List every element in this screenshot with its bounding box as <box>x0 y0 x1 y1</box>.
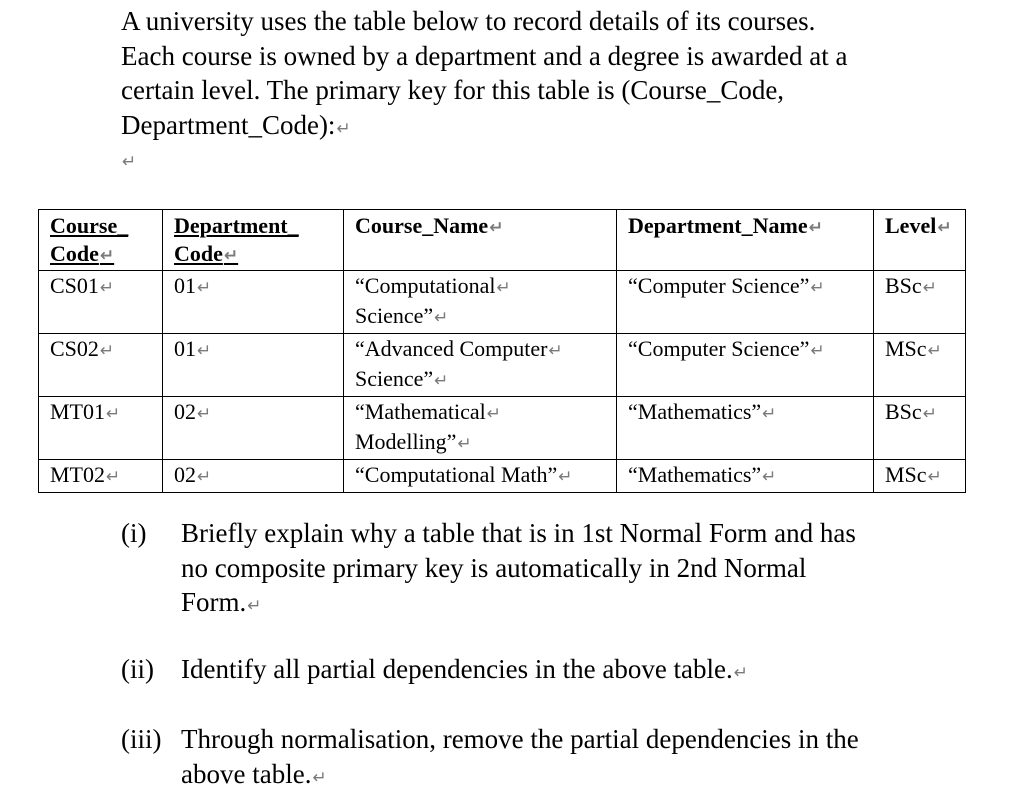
cell-mark-icon: ↵ <box>937 218 952 238</box>
table-header-row <box>39 210 966 271</box>
cell-mark-icon: ↵ <box>99 341 115 361</box>
question-number: (ii) <box>121 654 154 684</box>
cell-department-name: “Computer Science”↵ <box>617 334 874 397</box>
cell-course-name: “Computational↵ Science”↵ <box>344 271 617 334</box>
header-course-code: Course_ Code↵ <box>39 210 163 271</box>
cell-mark-icon: ↵ <box>762 404 777 424</box>
cell-department-code: 02↵ <box>163 460 344 493</box>
paragraph-mark-icon: ↵ <box>336 118 351 139</box>
cell-mark-icon: ↵ <box>558 467 573 487</box>
courses-table <box>38 209 966 493</box>
question-iii <box>121 722 961 795</box>
cell-mark-icon: ↵ <box>457 434 472 454</box>
question-i <box>121 516 961 624</box>
paragraph-mark-icon: ↵ <box>122 152 137 172</box>
table-row <box>39 460 966 493</box>
cell-mark-icon: ↵ <box>927 467 942 487</box>
paragraph-mark-icon: ↵ <box>733 663 749 683</box>
question-number: (i) <box>121 518 147 548</box>
cell-mark-icon: ↵ <box>927 341 942 361</box>
table-row <box>39 271 966 334</box>
cell-level: MSc↵ <box>874 334 966 397</box>
cell-course-name: “Advanced Computer↵ Science”↵ <box>344 334 617 397</box>
cell-department-name: “Mathematics”↵ <box>617 460 874 493</box>
header-course-name: Course_Name↵ <box>344 210 617 271</box>
question-line: Briefly explain why a table that is in 1st Normal Form and has <box>181 518 856 548</box>
table-row <box>39 397 966 460</box>
cell-mark-icon: ↵ <box>810 278 825 298</box>
cell-mark-icon: ↵ <box>922 404 937 424</box>
cell-course-name: “Mathematical↵ Modelling”↵ <box>344 397 617 460</box>
cell-department-code: 02↵ <box>163 397 344 460</box>
cell-mark-icon: ↵ <box>810 341 825 361</box>
question-text <box>181 516 961 624</box>
empty-paragraph <box>121 143 136 177</box>
header-department-code: Department_ Code↵ <box>163 210 344 271</box>
cell-mark-icon: ↵ <box>99 246 115 266</box>
cell-level: BSc↵ <box>874 271 966 334</box>
cell-course-code: CS01↵ <box>39 271 163 334</box>
question-text <box>181 652 961 691</box>
cell-mark-icon: ↵ <box>486 404 501 424</box>
cell-mark-icon: ↵ <box>197 467 212 487</box>
cell-mark-icon: ↵ <box>808 218 823 238</box>
intro-line-1: A university uses the table below to record details of its courses. <box>121 6 816 36</box>
question-line: Identify all partial dependencies in the above table.↵ <box>181 654 749 684</box>
header-department-name: Department_Name↵ <box>617 210 874 271</box>
cell-mark-icon: ↵ <box>197 341 212 361</box>
cell-mark-icon: ↵ <box>434 308 449 328</box>
cell-course-code: MT01↵ <box>39 397 163 460</box>
intro-line-3: certain level. The primary key for this table is (Course_Code, <box>121 75 785 105</box>
cell-level: MSc↵ <box>874 460 966 493</box>
intro-paragraph <box>121 4 981 146</box>
cell-level: BSc↵ <box>874 397 966 460</box>
cell-department-name: “Computer Science”↵ <box>617 271 874 334</box>
cell-mark-icon: ↵ <box>223 246 239 266</box>
cell-mark-icon: ↵ <box>489 218 504 238</box>
cell-course-name: “Computational Math”↵ <box>344 460 617 493</box>
header-level: Level↵ <box>874 210 966 271</box>
cell-mark-icon: ↵ <box>496 278 511 298</box>
table-row <box>39 334 966 397</box>
question-text <box>181 722 961 795</box>
question-line: no composite primary key is automatically in 2nd Normal <box>181 552 807 583</box>
question-line: Form.↵ <box>181 587 262 617</box>
question-ii <box>121 652 961 691</box>
cell-mark-icon: ↵ <box>762 467 777 487</box>
cell-course-code: MT02↵ <box>39 460 163 493</box>
cell-mark-icon: ↵ <box>106 467 121 487</box>
intro-line-4: Department_Code):↵ <box>121 109 351 140</box>
paragraph-mark-icon: ↵ <box>247 596 262 616</box>
cell-mark-icon: ↵ <box>106 404 121 424</box>
cell-department-name: “Mathematics”↵ <box>617 397 874 460</box>
question-line: above table.↵ <box>181 758 327 789</box>
cell-department-code: 01↵ <box>163 271 344 334</box>
cell-mark-icon: ↵ <box>197 278 212 298</box>
cell-mark-icon: ↵ <box>548 341 563 361</box>
question-line: Through normalisation, remove the partial dependencies in the <box>181 724 859 754</box>
cell-mark-icon: ↵ <box>197 404 212 424</box>
question-number: (iii) <box>121 724 162 754</box>
cell-mark-icon: ↵ <box>99 278 115 298</box>
cell-mark-icon: ↵ <box>434 371 449 391</box>
intro-line-2: Each course is owned by a department and a degree is awarded at a <box>121 40 848 71</box>
cell-course-code: CS02↵ <box>39 334 163 397</box>
cell-department-code: 01↵ <box>163 334 344 397</box>
cell-mark-icon: ↵ <box>922 278 937 298</box>
paragraph-mark-icon: ↵ <box>312 767 327 788</box>
